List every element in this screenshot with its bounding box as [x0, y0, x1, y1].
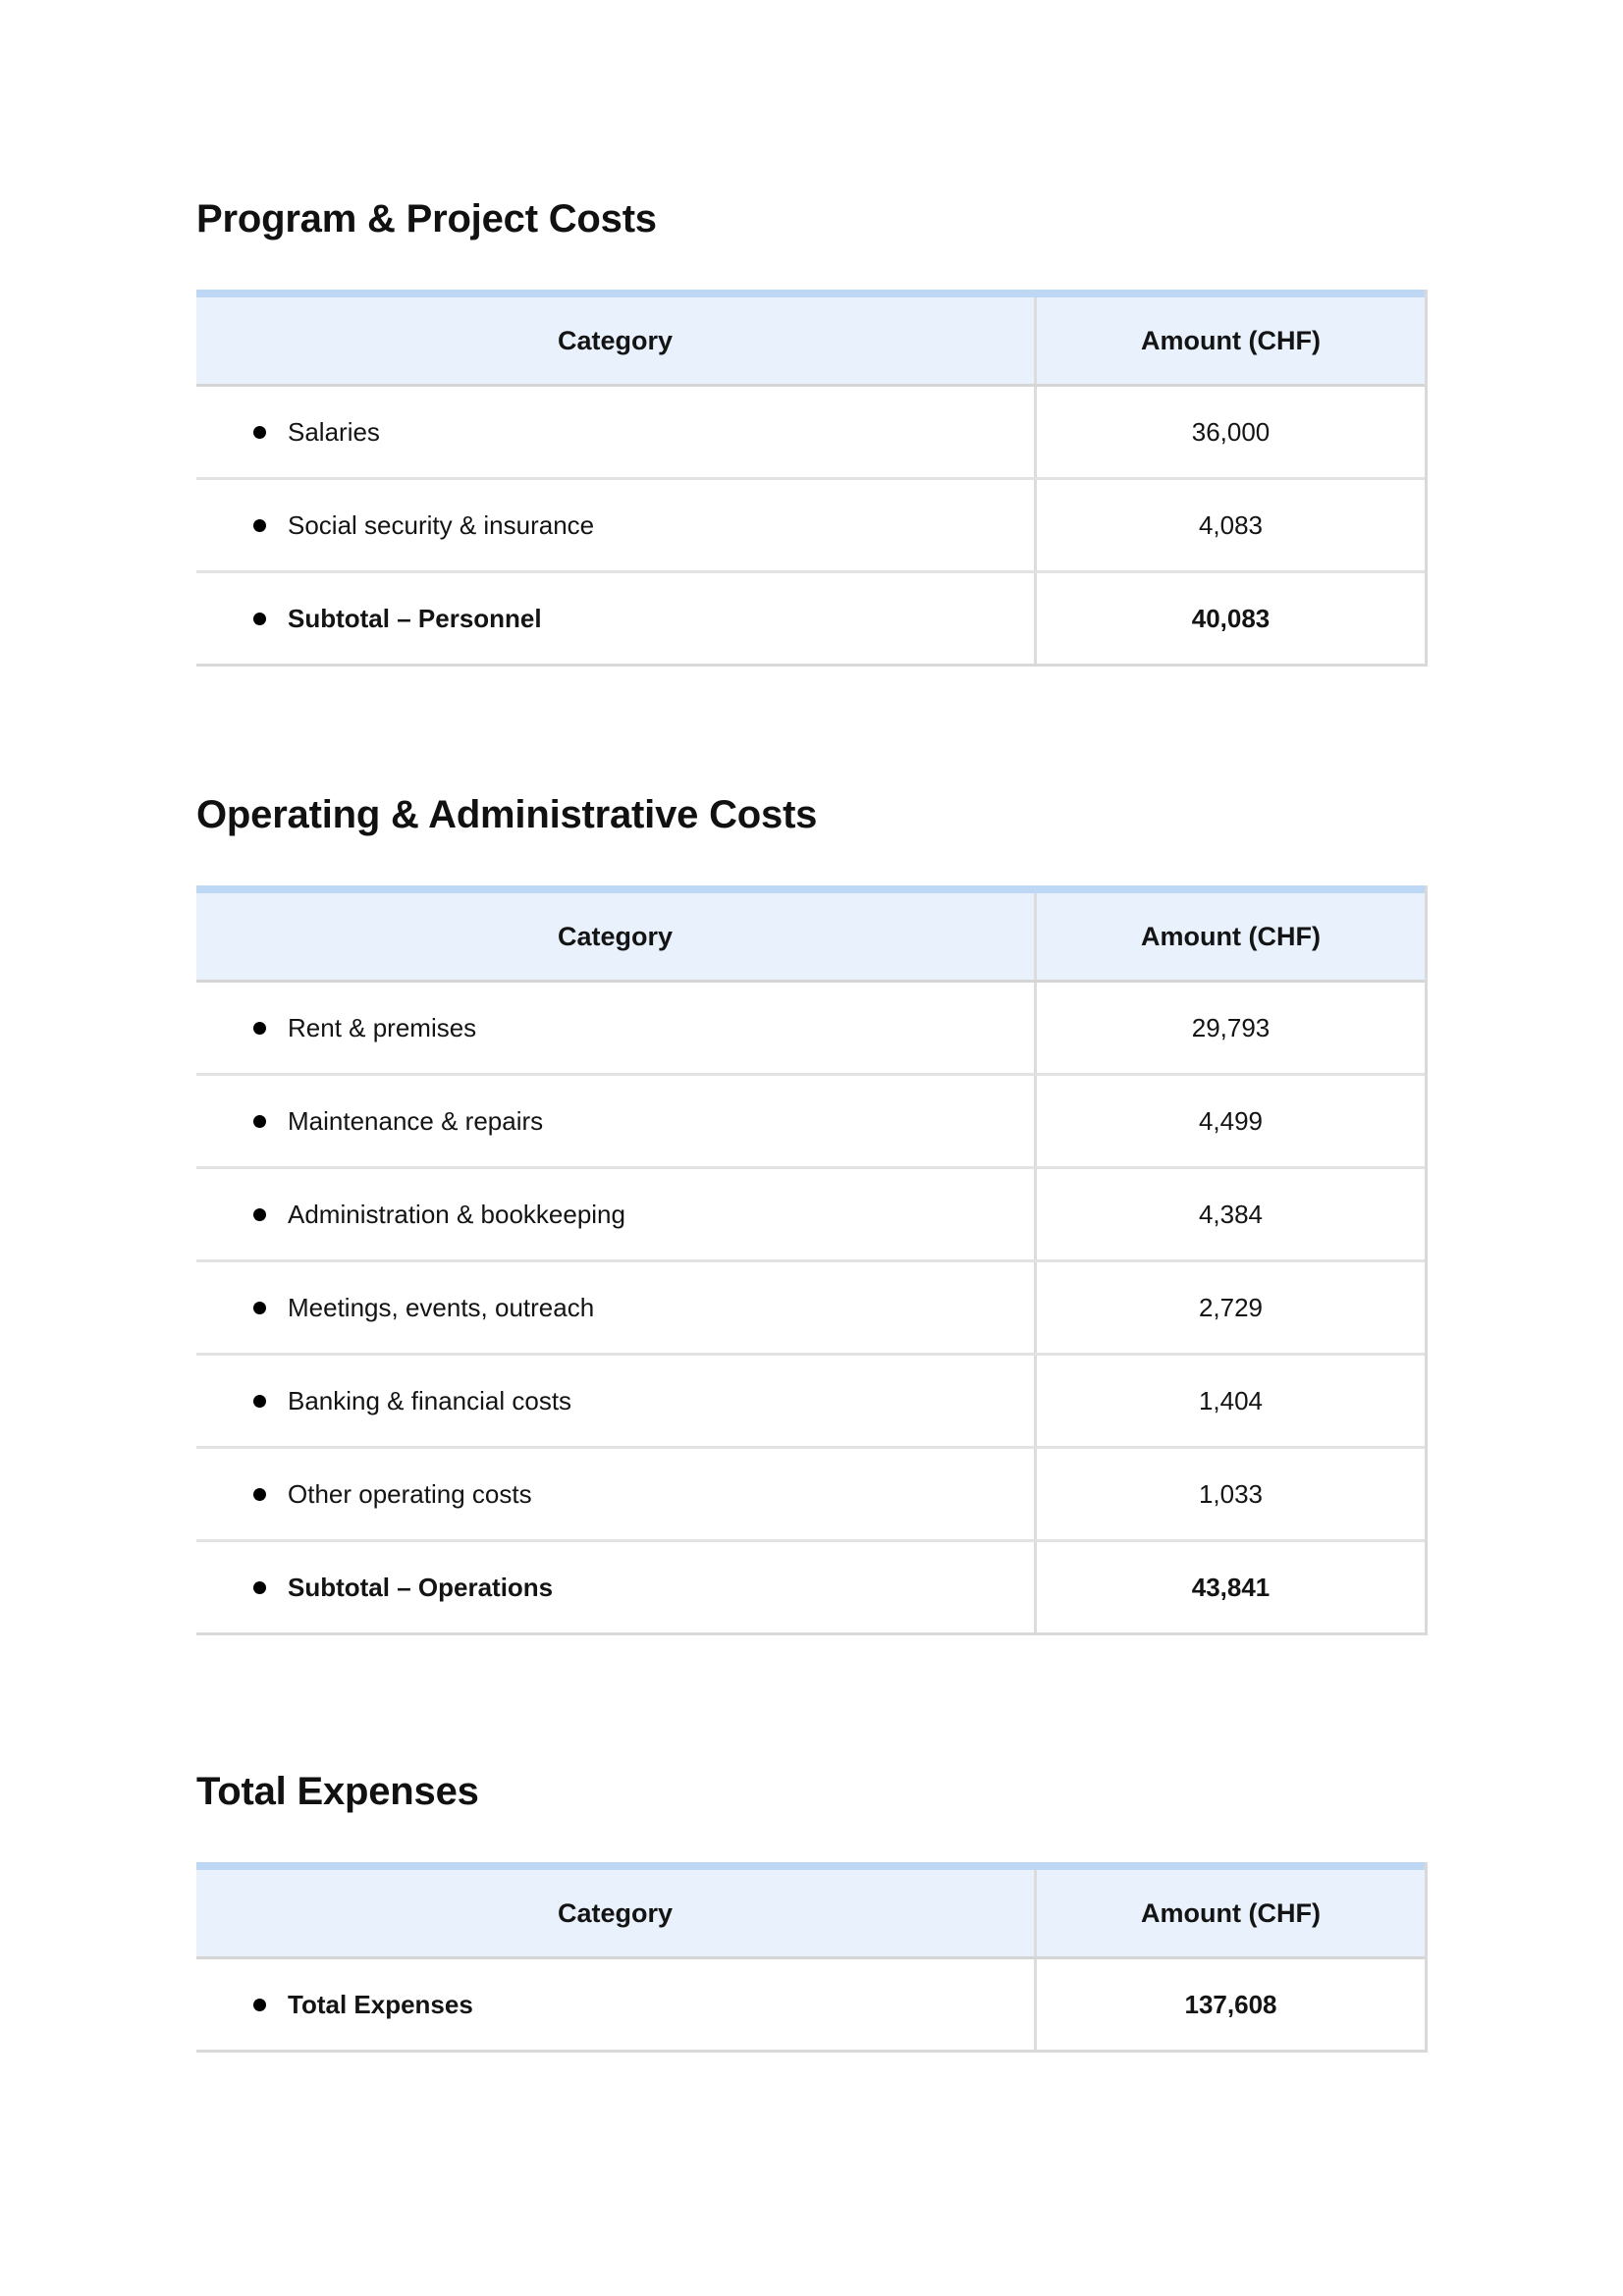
column-header-amount: Amount (CHF): [1034, 1870, 1425, 1956]
table-row: [196, 1262, 1425, 1356]
bullet-icon: [253, 1395, 266, 1408]
table-row: [196, 480, 1425, 573]
table-row: [196, 387, 1425, 480]
category-label: Social security & insurance: [288, 509, 595, 540]
table-row: [196, 983, 1425, 1076]
column-header-category: Category: [557, 1897, 674, 1928]
table-header-accent-bar: [196, 290, 1425, 297]
section-title: Program & Project Costs: [196, 197, 657, 240]
category-label: Administration & bookkeeping: [288, 1199, 625, 1229]
table-row-subtotal: [196, 1542, 1425, 1635]
table-header-accent-bar: [196, 885, 1425, 893]
category-label: Subtotal – Operations: [288, 1572, 554, 1602]
amount-value: 4,499: [1034, 1076, 1425, 1166]
bullet-icon: [253, 1999, 266, 2011]
section-title: Operating & Administrative Costs: [196, 793, 818, 836]
column-header-amount: Amount (CHF): [1034, 893, 1425, 980]
costs-table-program: [196, 290, 1428, 667]
section-operating-admin-costs: [196, 792, 1428, 1635]
amount-value: 1,033: [1034, 1449, 1425, 1539]
bullet-icon: [253, 426, 266, 439]
table-row-subtotal: [196, 573, 1425, 667]
bullet-icon: [253, 1208, 266, 1221]
category-label: Rent & premises: [288, 1012, 477, 1042]
category-label: Salaries: [288, 416, 380, 447]
category-label: Other operating costs: [288, 1478, 532, 1509]
table-header-row: [196, 297, 1425, 387]
amount-value: 1,404: [1034, 1356, 1425, 1446]
amount-value: 4,083: [1034, 480, 1425, 570]
table-row: [196, 1449, 1425, 1542]
category-label: Banking & financial costs: [288, 1385, 572, 1415]
column-header-amount: Amount (CHF): [1034, 297, 1425, 384]
table-header-row: [196, 893, 1425, 983]
column-header-category: Category: [557, 921, 674, 951]
table-header-row: [196, 1870, 1425, 1959]
section-program-project-costs: [196, 196, 1428, 667]
category-label: Meetings, events, outreach: [288, 1292, 595, 1322]
bullet-icon: [253, 613, 266, 625]
amount-value: 40,083: [1034, 573, 1425, 664]
bullet-icon: [253, 1302, 266, 1314]
bullet-icon: [253, 1488, 266, 1501]
column-header-category: Category: [557, 325, 674, 355]
category-label: Maintenance & repairs: [288, 1105, 544, 1136]
amount-value: 29,793: [1034, 983, 1425, 1073]
table-row: [196, 1169, 1425, 1262]
bullet-icon: [253, 1115, 266, 1128]
amount-value: 43,841: [1034, 1542, 1425, 1632]
amount-value: 2,729: [1034, 1262, 1425, 1353]
bullet-icon: [253, 519, 266, 532]
section-total-expenses: [196, 1769, 1428, 2053]
bullet-icon: [253, 1022, 266, 1035]
bullet-icon: [253, 1581, 266, 1594]
table-header-accent-bar: [196, 1862, 1425, 1870]
category-label: Subtotal – Personnel: [288, 603, 542, 633]
costs-table-total: [196, 1862, 1428, 2053]
category-label: Total Expenses: [288, 1989, 473, 2019]
amount-value: 137,608: [1034, 1959, 1425, 2050]
table-row-total: [196, 1959, 1425, 2053]
table-row: [196, 1356, 1425, 1449]
amount-value: 4,384: [1034, 1169, 1425, 1259]
section-title: Total Expenses: [196, 1770, 479, 1813]
amount-value: 36,000: [1034, 387, 1425, 477]
costs-table-operating: [196, 885, 1428, 1635]
table-row: [196, 1076, 1425, 1169]
document-content: [196, 196, 1428, 2053]
